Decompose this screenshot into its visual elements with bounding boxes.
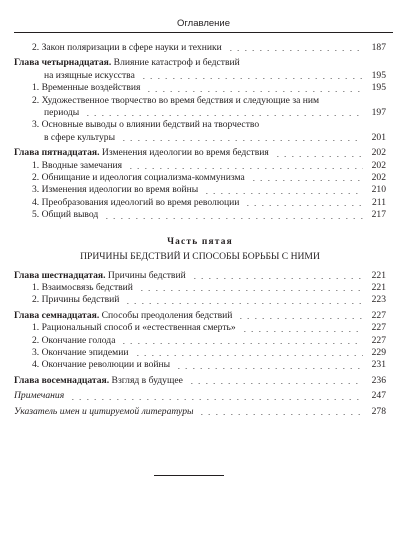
toc-page-number: 223 [371, 294, 386, 306]
toc-page-number: 195 [371, 82, 386, 94]
toc-entry-title: 3. Окончание эпидемии [32, 346, 129, 358]
toc-entry[interactable] [14, 282, 386, 294]
toc-entry-title: 1. Взаимосвязь бедствий [32, 281, 133, 293]
chapter-title-text: Взгляд в будущее [111, 374, 183, 386]
toc-entry-title: 1. Временные воздействия [32, 82, 141, 94]
chapter-title [14, 147, 269, 159]
dot-leader [125, 168, 363, 169]
header-rule [14, 32, 393, 33]
toc-entry-title-line-1: 3. Основные выводы о влиянии бедствий на творчество [32, 119, 260, 131]
toc-page-number: 221 [371, 269, 386, 281]
toc-entry[interactable] [14, 197, 386, 209]
toc-page-number: 187 [371, 42, 386, 53]
toc-entry[interactable] [14, 119, 386, 144]
dot-leader [136, 290, 363, 291]
toc-entry[interactable] [14, 42, 386, 54]
toc-entry[interactable] [14, 209, 386, 221]
toc-entry[interactable] [14, 347, 386, 359]
toc-page-number: 229 [371, 346, 386, 358]
toc-entry[interactable] [14, 294, 386, 306]
toc-chapter-18[interactable] [14, 375, 386, 387]
toc-page-number: 202 [371, 147, 386, 159]
toc-entry-title: 2. Причины бедствий [32, 294, 120, 306]
toc-page-number: 247 [371, 390, 386, 402]
dot-leader [132, 355, 364, 356]
chapter-title-line-2: на изящные искусства [44, 69, 135, 81]
toc-entry-title: 4. Окончание революции и войны [32, 359, 171, 371]
dot-leader [173, 368, 363, 369]
toc-entry-title-line-1: 2. Художественное творчество во время бедствия и следующие за ним [32, 94, 320, 106]
toc-entry-title-line-2: в сфере культуры [44, 131, 116, 143]
toc-entry-title: 2. Закон поляризации в сфере науки и техники [32, 42, 222, 53]
chapter-label: Глава четырнадцатая. [14, 57, 112, 69]
toc-index[interactable] [14, 406, 386, 418]
dot-leader [67, 399, 363, 400]
toc-page-number: 195 [371, 69, 386, 81]
dot-leader [138, 78, 363, 79]
dot-leader [235, 318, 363, 319]
toc-entry-title: 5. Общий вывод [32, 209, 99, 221]
toc-page-number: 221 [371, 281, 386, 293]
toc-page-number: 217 [371, 209, 386, 221]
toc-page-number: 202 [371, 159, 386, 171]
toc-entry-title: 2. Обнищание и идеология социализма-коммунизма [32, 172, 245, 184]
chapter-title-text: Причины бедствий [107, 269, 186, 281]
dot-leader [118, 343, 363, 344]
chapter-title [14, 57, 240, 69]
toc-page-number: 211 [371, 196, 386, 208]
toc-entry-title: 3. Изменения идеологии во время войны [32, 184, 199, 196]
dot-leader [82, 115, 363, 116]
toc-page-number: 197 [371, 107, 386, 119]
part-title: ПРИЧИНЫ БЕДСТВИЙ И СПОСОБЫ БОРЬБЫ С НИМИ [80, 251, 320, 263]
toc-entry[interactable] [14, 172, 386, 184]
toc-entry[interactable] [14, 82, 386, 94]
dot-leader [242, 205, 363, 206]
toc-entry[interactable] [14, 160, 386, 172]
dot-leader [143, 91, 363, 92]
toc-page-number: 227 [371, 334, 386, 346]
toc-page-number: 201 [371, 131, 386, 143]
dot-leader [225, 50, 363, 51]
chapter-title-line-1: Влияние катастроф и бедствий [113, 57, 240, 69]
dot-leader [248, 180, 363, 181]
toc-entry[interactable] [14, 359, 386, 371]
part-label: Часть пятая [167, 236, 233, 247]
toc-entry[interactable] [14, 322, 386, 334]
toc-entry-title: Примечания [14, 390, 65, 402]
toc-entry-title-line-2: периоды [44, 107, 80, 119]
chapter-label: Глава восемнадцатая. [14, 374, 110, 386]
chapter-title [14, 310, 232, 322]
dot-leader [101, 218, 363, 219]
toc-entry[interactable] [14, 335, 386, 347]
chapter-title [14, 270, 186, 282]
chapter-title-text: Изменения идеологии во время бедствия [101, 147, 269, 159]
toc-chapter-16[interactable] [14, 270, 386, 282]
toc-page-number: 236 [371, 374, 386, 386]
toc-page-number: 202 [371, 172, 386, 184]
dot-leader [196, 414, 363, 415]
toc-entry-title: 1. Вводные замечания [32, 159, 122, 171]
toc-entry-title: 2. Окончание голода [32, 334, 116, 346]
toc-entry-title: 1. Рациональный способ и «естественная смерть» [32, 322, 236, 334]
toc-chapter-17[interactable] [14, 310, 386, 322]
chapter-label: Глава семнадцатая. [14, 309, 100, 321]
table-of-contents [14, 42, 386, 418]
toc-page-number: 227 [371, 322, 386, 334]
toc-entry[interactable] [14, 95, 386, 120]
toc-page-number: 227 [371, 309, 386, 321]
toc-notes[interactable] [14, 390, 386, 402]
toc-chapter-14[interactable] [14, 57, 386, 82]
toc-page-number: 210 [371, 184, 386, 196]
chapter-label: Глава шестнадцатая. [14, 269, 106, 281]
toc-entry-title: 4. Преобразования идеологий во время революции [32, 196, 240, 208]
dot-leader [239, 331, 363, 332]
chapter-title-text: Способы преодоления бедствий [101, 309, 233, 321]
toc-chapter-15[interactable] [14, 147, 386, 159]
dot-leader [122, 303, 363, 304]
dot-leader [186, 383, 363, 384]
dot-leader [201, 193, 363, 194]
dot-leader [118, 140, 363, 141]
dot-leader [272, 156, 363, 157]
toc-page-number: 231 [371, 359, 386, 371]
footer-rule [154, 475, 224, 476]
dot-leader [189, 278, 363, 279]
chapter-label: Глава пятнадцатая. [14, 147, 100, 159]
toc-entry[interactable] [14, 184, 386, 196]
toc-page-number: 278 [371, 405, 386, 417]
running-head: Оглавление [177, 18, 230, 29]
toc-entry-title: Указатель имен и цитируемой литературы [14, 405, 194, 417]
chapter-title [14, 375, 183, 387]
